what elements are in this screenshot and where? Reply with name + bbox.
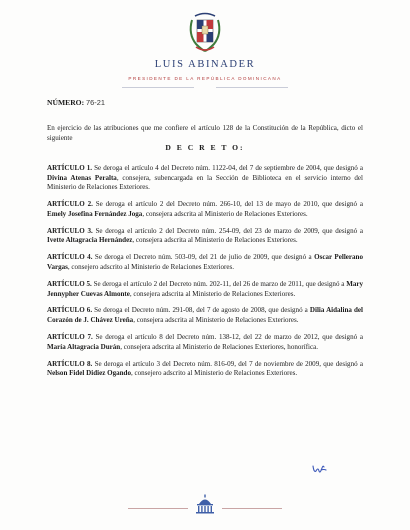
- articles-list: [47, 164, 363, 386]
- article-text: , consejera, subencargada en la Sección de Biblioteca en el servicio interno del Ministerio de Relaciones Exteriores.: [47, 173, 364, 192]
- intro-paragraph: En ejercicio de las atribuciones que me confiere el artículo 128 de la Constitución de la República, dicto el siguiente: [47, 124, 363, 142]
- article-text: Se deroga el Decreto núm. 503-09, del 21 de julio de 2009, que designó a: [92, 253, 315, 262]
- article-label: ARTÍCULO 8.: [47, 359, 93, 368]
- decree-number-value: 76-21: [86, 98, 105, 107]
- coat-of-arms-icon: [186, 10, 224, 54]
- article-person: Mary Jennypher Cuevas Almonte: [47, 279, 364, 298]
- article-text: Se deroga el Decreto núm. 291-08, del 7 de agosto de 2008, que designó a: [92, 306, 310, 315]
- article-person: María Altagracia Durán: [47, 342, 121, 351]
- handwritten-initials: [311, 462, 327, 476]
- article-text: , consejera adscrita al Ministerio de Relaciones Exteriores, honorífica.: [120, 342, 319, 351]
- article-label: ARTÍCULO 3.: [47, 226, 93, 235]
- article-text: , consejera adscrita al Ministerio de Relaciones Exteriores.: [142, 209, 308, 218]
- article-text: Se deroga el artículo 2 del Decreto núm. 266-10, del 13 de mayo de 2010, que designó a: [92, 200, 364, 209]
- article-text: Se deroga el artículo 2 del Decreto núm. 254-09, del 23 de marzo de 2009, que designó a: [92, 226, 363, 235]
- decreto-heading: D E C R E T O:: [165, 143, 245, 152]
- footer-divider-right: [222, 508, 282, 509]
- article-text: , consejera adscrita al Ministerio de Relaciones Exteriores.: [133, 316, 299, 325]
- header-divider-left: [122, 87, 194, 88]
- article-2: [47, 200, 363, 219]
- article-5: [47, 280, 363, 299]
- footer-divider-left: [128, 508, 188, 509]
- article-label: ARTÍCULO 1.: [47, 164, 93, 172]
- national-palace-icon: [193, 494, 217, 514]
- article-label: ARTÍCULO 2.: [47, 200, 93, 209]
- decree-number-label: NÚMERO:: [47, 98, 85, 107]
- article-4: [47, 253, 363, 272]
- article-person: Divina Atenas Peralta: [47, 173, 117, 182]
- article-person: Nelson Fidel Didiez Ogando: [47, 369, 131, 378]
- article-label: ARTÍCULO 6.: [47, 306, 93, 315]
- article-text: , consejero adscrito al Ministerio de Relaciones Exteriores.: [67, 262, 235, 271]
- article-text: Se deroga el artículo 8 del Decreto núm. 138-12, del 22 de marzo de 2012, que designó a: [92, 333, 363, 342]
- article-3: [47, 227, 363, 246]
- article-person: Oscar Pellerano Vargas: [47, 253, 363, 271]
- article-text: Se deroga el artículo 3 del Decreto núm. 816-09, del 7 de noviembre de 2009, que designó a: [92, 359, 364, 368]
- article-person: Dilia Aidalina del Corazón de J. Chávez Ureña: [47, 306, 363, 325]
- article-text: Se deroga el artículo 4 del Decreto núm. 1122-04, del 7 de septiembre de 2004, que designó a: [92, 164, 363, 172]
- article-text: , consejero adscrito al Ministerio de Relaciones Exteriores.: [130, 369, 298, 378]
- president-title: PRESIDENTE DE LA REPÚBLICA DOMINICANA: [128, 76, 282, 81]
- article-8: [47, 360, 363, 379]
- article-label: ARTÍCULO 4.: [47, 253, 93, 262]
- article-person: Emely Josefina Fernández Joga: [47, 209, 143, 218]
- article-text: , consejera adscrita al Ministerio de Relaciones Exteriores.: [132, 236, 298, 245]
- article-text: Se deroga el artículo 2 del Decreto núm. 202-11, del 26 de marzo de 2011, que designó a: [91, 279, 347, 288]
- decree-number: [47, 98, 105, 107]
- article-1: [47, 164, 363, 193]
- article-person: Ivette Altagracia Hernández: [47, 236, 133, 245]
- article-text: , consejera adscrita al Ministerio de Relaciones Exteriores.: [129, 289, 296, 298]
- article-label: ARTÍCULO 7.: [47, 333, 93, 342]
- president-name: LUIS ABINADER: [154, 59, 256, 70]
- article-7: [47, 333, 363, 352]
- header-divider-right: [216, 87, 288, 88]
- article-label: ARTÍCULO 5.: [47, 279, 92, 288]
- article-6: [47, 306, 363, 325]
